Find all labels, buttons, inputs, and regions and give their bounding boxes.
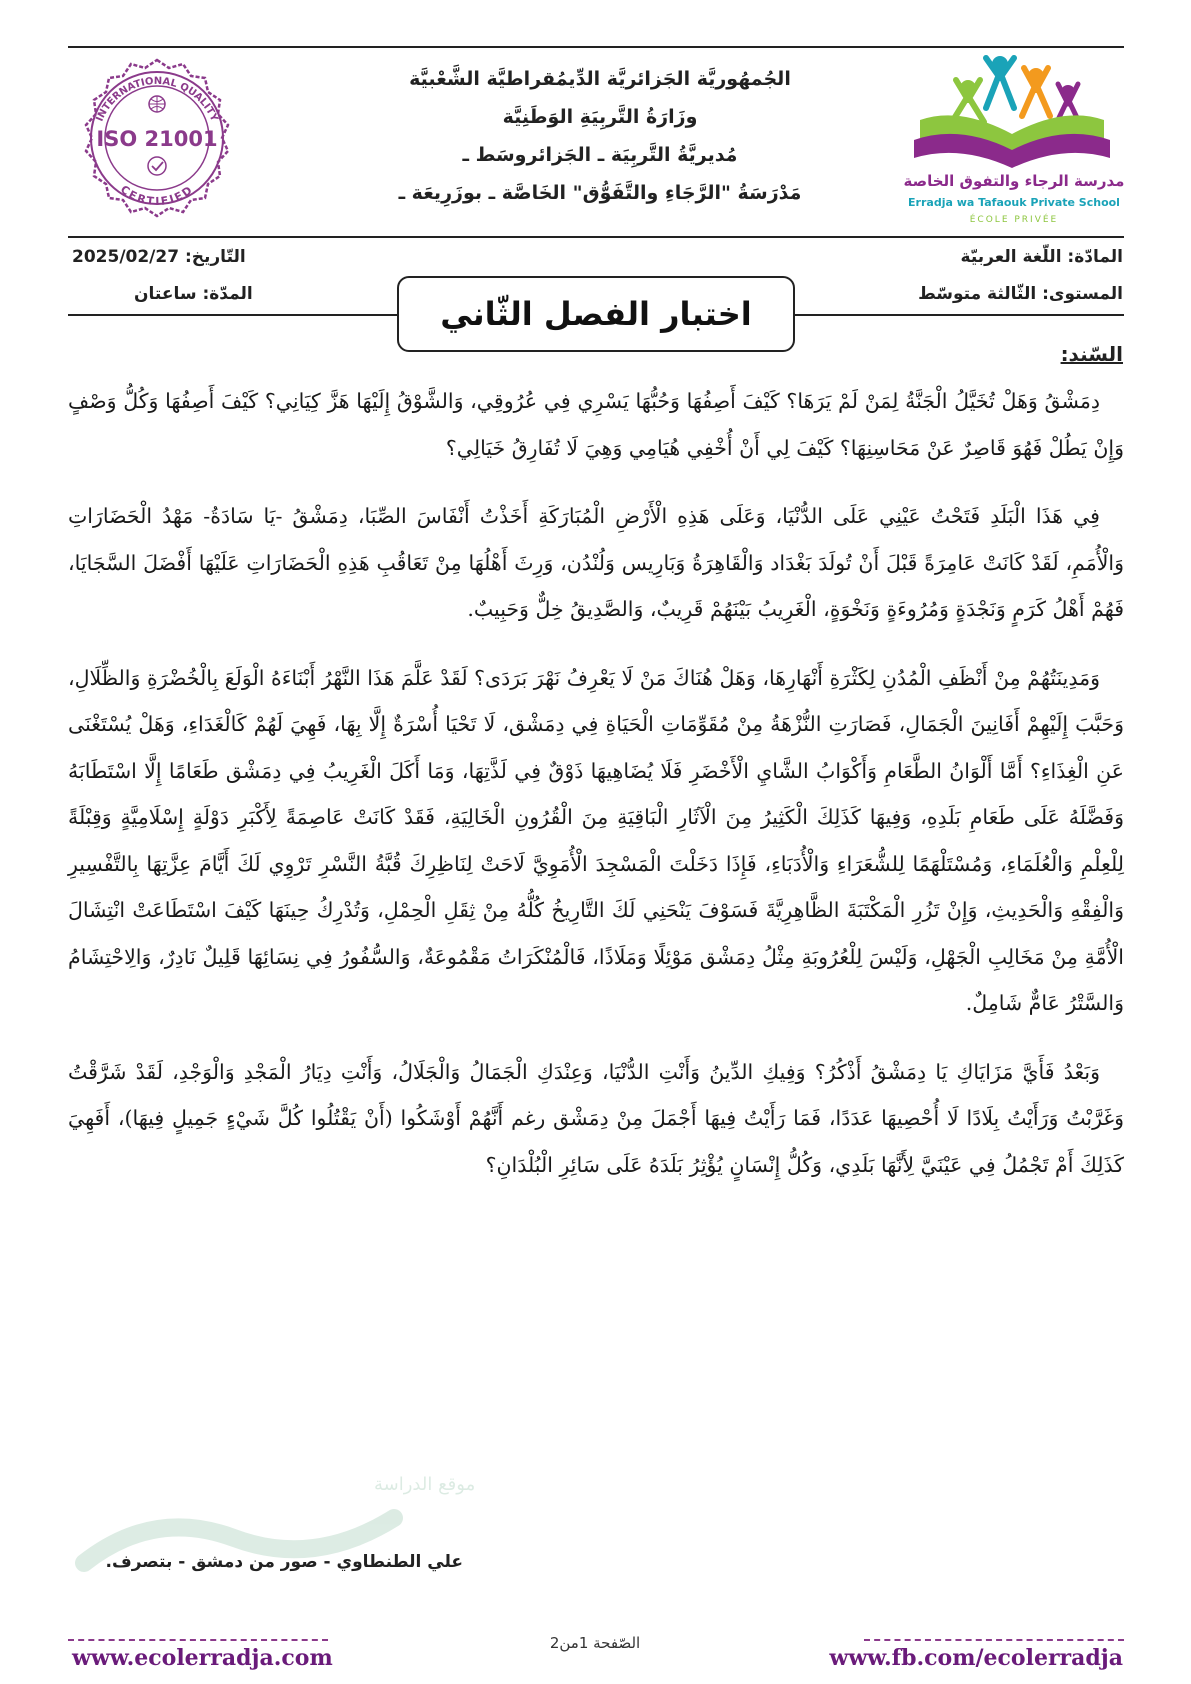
logo-name-french: ÉCOLE PRIVÉE [969, 215, 1059, 225]
duration-label: المدّة: ساعتان [134, 284, 253, 304]
footer-dash-right [864, 1639, 1124, 1641]
sanad-label: السّند: [1060, 342, 1123, 366]
paragraph: فِي هَذَا الْبَلَدِ فَتَحْتُ عَيْنِي عَلَى الدُّنْيَا، وَعَلَى هَذِهِ الْأَرْضِ الْمُبَارَكَةِ أَخَذْتُ أَنْفَاسَ الصِّبَا، دِمَشْقُ -يَا سَادَةُ- مَهْدُ الْحَضَارَاتِ وَالْأُمَمِ، لَقَدْ كَانَتْ عَامِرَةً قَبْلَ أَنْ تُولَدَ بَغْدَاد وَالْقَاهِرَةُ وَبَارِيس وَلُنْدُن، وَرِثَ أَهْلُهَا مِنْ تَعَاقُبِ هَذِهِ الْحَضَارَاتِ عَلَيْهَا أَفْضَلَ السَّجَايَا، فَهُمْ أَهْلُ كَرَمٍ وَنَجْدَةٍ وَمُرُوءَةٍ وَنَخْوَةٍ، الْغَرِيبُ بَيْنَهُمْ قَرِيبٌ، وَالصَّدِيقُ خِلٌّ وَحَبِيبٌ. [68, 504, 1124, 621]
source-attribution: علي الطنطاوي - صور من دمشق - بتصرف. [105, 1552, 463, 1572]
iso-seal-top-text: INTERNATIONAL QUALITY [94, 75, 220, 124]
footer-dash-left [68, 1639, 328, 1641]
page-number: الصّفحة 1من2 [549, 1634, 641, 1652]
exam-title-box [397, 276, 795, 352]
logo-name-arabic: مدرسة الرجاء والتفوق الخاصة [903, 172, 1125, 190]
level-label: المستوى: الثّالثة متوسّط [918, 284, 1123, 304]
iso-seal-stamp [68, 54, 246, 232]
school-website-link[interactable]: www.ecolerradja.com [72, 1645, 333, 1671]
header-rule [68, 236, 1124, 238]
facebook-page-link[interactable]: www.fb.com/ecolerradja [829, 1645, 1123, 1671]
subject-label: المادّة: اللّغة العربيّة [960, 247, 1123, 267]
paragraph: وَبَعْدُ فَأَيَّ مَزَايَاكِ يَا دِمَشْقُ أَذْكُرُ؟ وَفِيكِ الدِّينُ وَأَنْتِ الدُّنْيَا، وَعِنْدَكِ الْجَمَالُ وَالْجَلَالُ، وَأَنْتِ دِيَارُ الْمَجْدِ وَالْوَجْدِ، لَقَدْ شَرَّقْتُ وَغَرَّبْتُ وَرَأَيْتُ بِلَادًا لَا أُحْصِيهَا عَدَدًا، فَمَا رَأَيْتُ فِيهَا أَجْمَلَ مِنْ دِمَشْق رغم أَنَّهُمْ أَوْشَكُوا (أَنْ يَقْتُلُوا كُلَّ شَيْءٍ جَمِيلٍ فِيهَا)، أَفَهِيَ كَذَلِكَ أَمْ تَجْمُلُ فِي عَيْنَيَّ لِأَنَّهَا بَلَدِي، وَكُلُّ إِنْسَانٍ يُؤْثِرُ بَلَدَهُ عَلَى سَائِرِ الْبُلْدَانِ؟ [68, 1059, 1124, 1177]
exam-title: اختبار الفصل الثّاني [440, 295, 752, 333]
header-lines [330, 60, 870, 212]
iso-seal-bottom-text: CERTIFIED [117, 182, 197, 209]
header-school: مَدْرَسَةُ "الرَّجَاءِ والتَّفَوُّق" الخَاصَّة ـ بوزَرِيعَة ـ [398, 182, 802, 204]
iso-seal-code: ISO 21001 [96, 127, 218, 151]
top-rule [68, 46, 1124, 48]
school-logo [900, 50, 1128, 228]
paragraph: دِمَشْقُ وَهَلْ تُخَيَّلُ الْجَنَّةُ لِمَنْ لَمْ يَرَهَا؟ كَيْفَ أَصِفُهَا وَحُبُّهَا يَسْرِي فِي عُرُوقِي، وَالشَّوْقُ إِلَيْهَا هَزَّ كِيَانِي؟ كَيْفَ أَصِفُهَا وَكُلُّ وَصْفٍ وَإِنْ يَطُلْ فَهُوَ قَاصِرٌ عَنْ مَحَاسِنِهَا؟ كَيْفَ لِي أَنْ أُخْفِي هُيَامِي وَهِيَ لَا تُفَارِقُ خَيَالِي؟ [68, 389, 1124, 460]
header-republic: الجُمهُوريَّة الجَزائريَّة الدِّيمُقراطيَّة الشَّعْبيَّة [409, 68, 791, 90]
header-ministry: وزَارَةُ التَّربِيَةِ الوَطَنِيَّة [502, 106, 698, 128]
reading-text [68, 378, 1124, 1210]
logo-name-english: Erradja wa Tafaouk Private School [908, 196, 1120, 209]
watermark-text: موقع الدراسة [374, 1474, 476, 1495]
paragraph: وَمَدِينَتُهُمْ مِنْ أَنْظَفِ الْمُدُنِ لِكَثْرَةِ أَنْهَارِهَا، وَهَلْ هُنَاكَ مَنْ لَا يَعْرِفُ نَهْرَ بَرَدَى؟ لَقَدْ عَلَّمَ هَذَا النَّهْرُ أَبْنَاءَهُ الْوَلَعَ بِالْخُضْرَةِ وَالظِّلَالِ، وَحَبَّبَ إِلَيْهِمْ أَفَانِينَ الْجَمَالِ، فَصَارَتِ النُّزْهَةُ مِنْ مُقَوِّمَاتِ الْحَيَاةِ فِي دِمَشْق، لَا تَحْيَا أُسْرَةٌ إِلَّا بِهَا، فَهِيَ لَهُمْ كَالْغَدَاءِ، وَهَلْ يُسْتَغْنَى عَنِ الْغِذَاءِ؟ أَمَّا أَلْوَانُ الطَّعَامِ وَأَكْوَابُ الشَّايِ الْأَخْضَرِ فَلَا يُضَاهِيهَا ذَوْقٌ فِي لَذَّتِهَا، وَمَا أَكَلَ الْغَرِيبُ فِي دِمَشْق طَعَامًا إِلَّا اسْتَطَابَهُ وَفَضَّلَهُ عَلَى طَعَامِ بَلَدِهِ، وَفِيهَا كَذَلِكَ الْكَثِيرُ مِنَ الْآثَارِ الْبَاقِيَةِ مِنَ الْقُرُونِ الْخَالِيَةِ، فَقَدْ كَانَتْ عَاصِمَةً لِأَكْبَرِ دَوْلَةٍ إِسْلَامِيَّةٍ وَقِبْلَةً لِلْعِلْمِ وَالْعُلَمَاءِ، وَمُسْتَلْهَمًا لِلشُّعَرَاءِ وَالْأُدَبَاءِ، فَإِذَا دَخَلْتَ الْمَسْجِدَ الْأُمَوِيَّ لَاحَتْ لِنَاظِرِكَ قُبَّةُ النَّسْرِ تَرْوِي لَكَ أَيَّامَ عِزَّتِهَا بِالتَّفْسِيرِ وَالْفِقْهِ وَالْحَدِيثِ، وَإِنْ تَزُرِ الْمَكْتَبَةَ الظَّاهِرِيَّةَ فَسَوْفَ يَنْحَنِي لَكَ التَّارِيخُ كُلُّهُ مِنْ ثِقَلِ الْحِمْلِ، وَتُدْرِكُ حِينَهَا كَيْفَ اسْتَطَاعَتْ انْتِشَالَ الْأُمَّةِ مِنْ مَخَالِبِ الْجَهْلِ، وَلَيْسَ لِلْعُرُوبَةِ مِثْلُ دِمَشْق مَوْئِلًا وَمَلَاذًا، فَالْمُنْكَرَاتُ مَقْمُوعَةٌ، وَالسُّفُورُ فِي نِسَائِهَا قَلِيلٌ نَادِرٌ، وَالِاحْتِشَامُ وَالسَّتْرُ عَامٌّ شَامِلٌ. [68, 665, 1124, 1015]
header-directorate: مُديريَّةُ التَّربِيَة ـ الجَزائروسَط ـ [462, 144, 738, 166]
svg-text:CERTIFIED [118, 183, 196, 208]
check-badge-icon [148, 157, 166, 175]
date-label: التّاريخ: 2025/02/27 [72, 247, 246, 267]
